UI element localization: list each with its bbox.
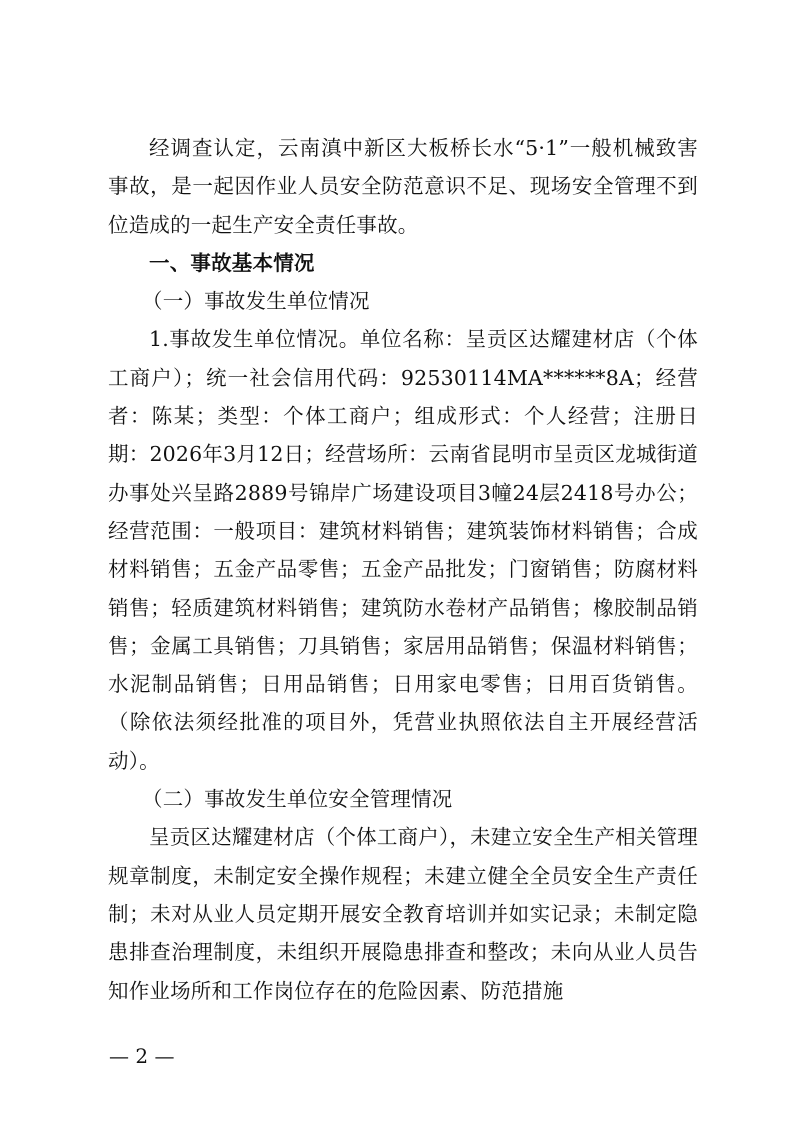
safety-management-paragraph: 呈贡区达耀建材店（个体工商户），未建立安全生产相关管理规章制度，未制定安全操作规程；未建立健全全员安全生产责任制；未对从业人员定期开展安全教育培训并如实记录；未制定隐患排查治理制度，未组织开展隐患排查和整改；未向从业人员告知作业场所和工作岗位存在的危险因素、防范措施 <box>108 825 698 1003</box>
document-body <box>108 129 698 1010</box>
subsection-heading-safety-management: （二）事故发生单位安全管理情况 <box>142 787 453 812</box>
subsection-heading-unit-information: （一）事故发生单位情况 <box>142 289 370 314</box>
summary-paragraph: 经调查认定，云南滇中新区大板桥长水“5·1”一般机械致害事故，是一起因作业人员安全防范意识不足、现场安全管理不到位造成的一起生产安全责任事故。 <box>108 136 698 237</box>
page-number: — 2 — <box>109 1044 175 1068</box>
section-heading-basic-information: 一、事故基本情况 <box>149 250 315 275</box>
unit-information-paragraph: 1.事故发生单位情况。单位名称：呈贡区达耀建材店（个体工商户）；统一社会信用代码：92530114MA******8A；经营者：陈某；类型：个体工商户；组成形式：个人经营；注册日期：2026年3月12日；经营场所：云南省昆明市呈贡区龙城街道办事处兴呈路2889号锦岸广场建设项目3幢24层2418号办公；经营范围：一般项目：建筑材料销售；建筑装饰材料销售；合成材料销售；五金产品零售；五金产品批发；门窗销售；防腐材料销售；轻质建筑材料销售；建筑防水卷材产品销售；橡胶制品销售；金属工具销售；刀具销售；家居用品销售；保温材料销售；水泥制品销售；日用品销售；日用家电零售；日用百货销售。（除依法须经批准的项目外，凭营业执照依法自主开展经营活动）。 <box>108 327 698 773</box>
